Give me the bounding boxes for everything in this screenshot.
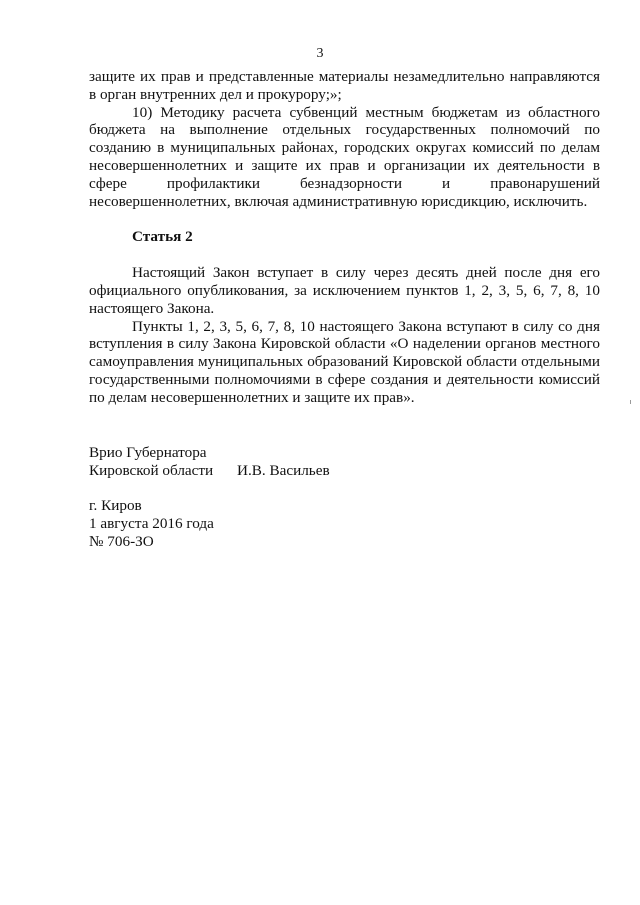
signatory-region: Кировской области <box>89 462 214 479</box>
body-paragraph-item-10: 10) Методику расчета субвенций местным бюджетам из областного бюджета на выполнение отдельных государственных полномочий по созданию в муниципальных районах, городских округах комиссий по делам несовершеннолетних и защите их прав и организации их деятельности в сфере профилактики безнадзорности и правонарушений несовершеннолетних, включая административную юрисдикцию, исключить. <box>89 103 600 210</box>
body-paragraph-continuation: защите их прав и представленные материалы незамедлительно направляются в орган внутренних дел и прокурору;»; <box>89 68 600 103</box>
date-line: 1 августа 2016 года <box>89 515 214 532</box>
signature-block <box>89 444 489 480</box>
city-line: г. Киров <box>89 497 142 514</box>
scan-edge-mark <box>630 400 631 404</box>
law-number-line: № 706-ЗО <box>89 533 154 550</box>
place-date-number-block <box>89 497 214 551</box>
article-paragraph-entry-into-force: Настоящий Закон вступает в силу через десять дней после дня его официального опубликования, за исключением пунктов 1, 2, 3, 5, 6, 7, 8, 10 настоящего Закона. <box>89 264 600 317</box>
document-body <box>89 68 600 407</box>
article-heading: Статья 2 <box>132 228 193 246</box>
page-number: 3 <box>316 46 324 61</box>
signatory-name: И.В. Васильев <box>237 462 330 479</box>
article-paragraph-exceptions: Пункты 1, 2, 3, 5, 6, 7, 8, 10 настоящего Закона вступают в силу со дня вступления в силу Закона Кировской области «О наделении органов местного самоуправления муниципальных образований Кировской области отдельными государственными полномочиями в сфере создания и деятельности комиссий по делам несовершеннолетних и защите их прав». <box>89 317 600 406</box>
article-spacer <box>89 246 600 264</box>
signatory-row <box>89 462 489 480</box>
signatory-title: Врио Губернатора <box>89 444 207 461</box>
